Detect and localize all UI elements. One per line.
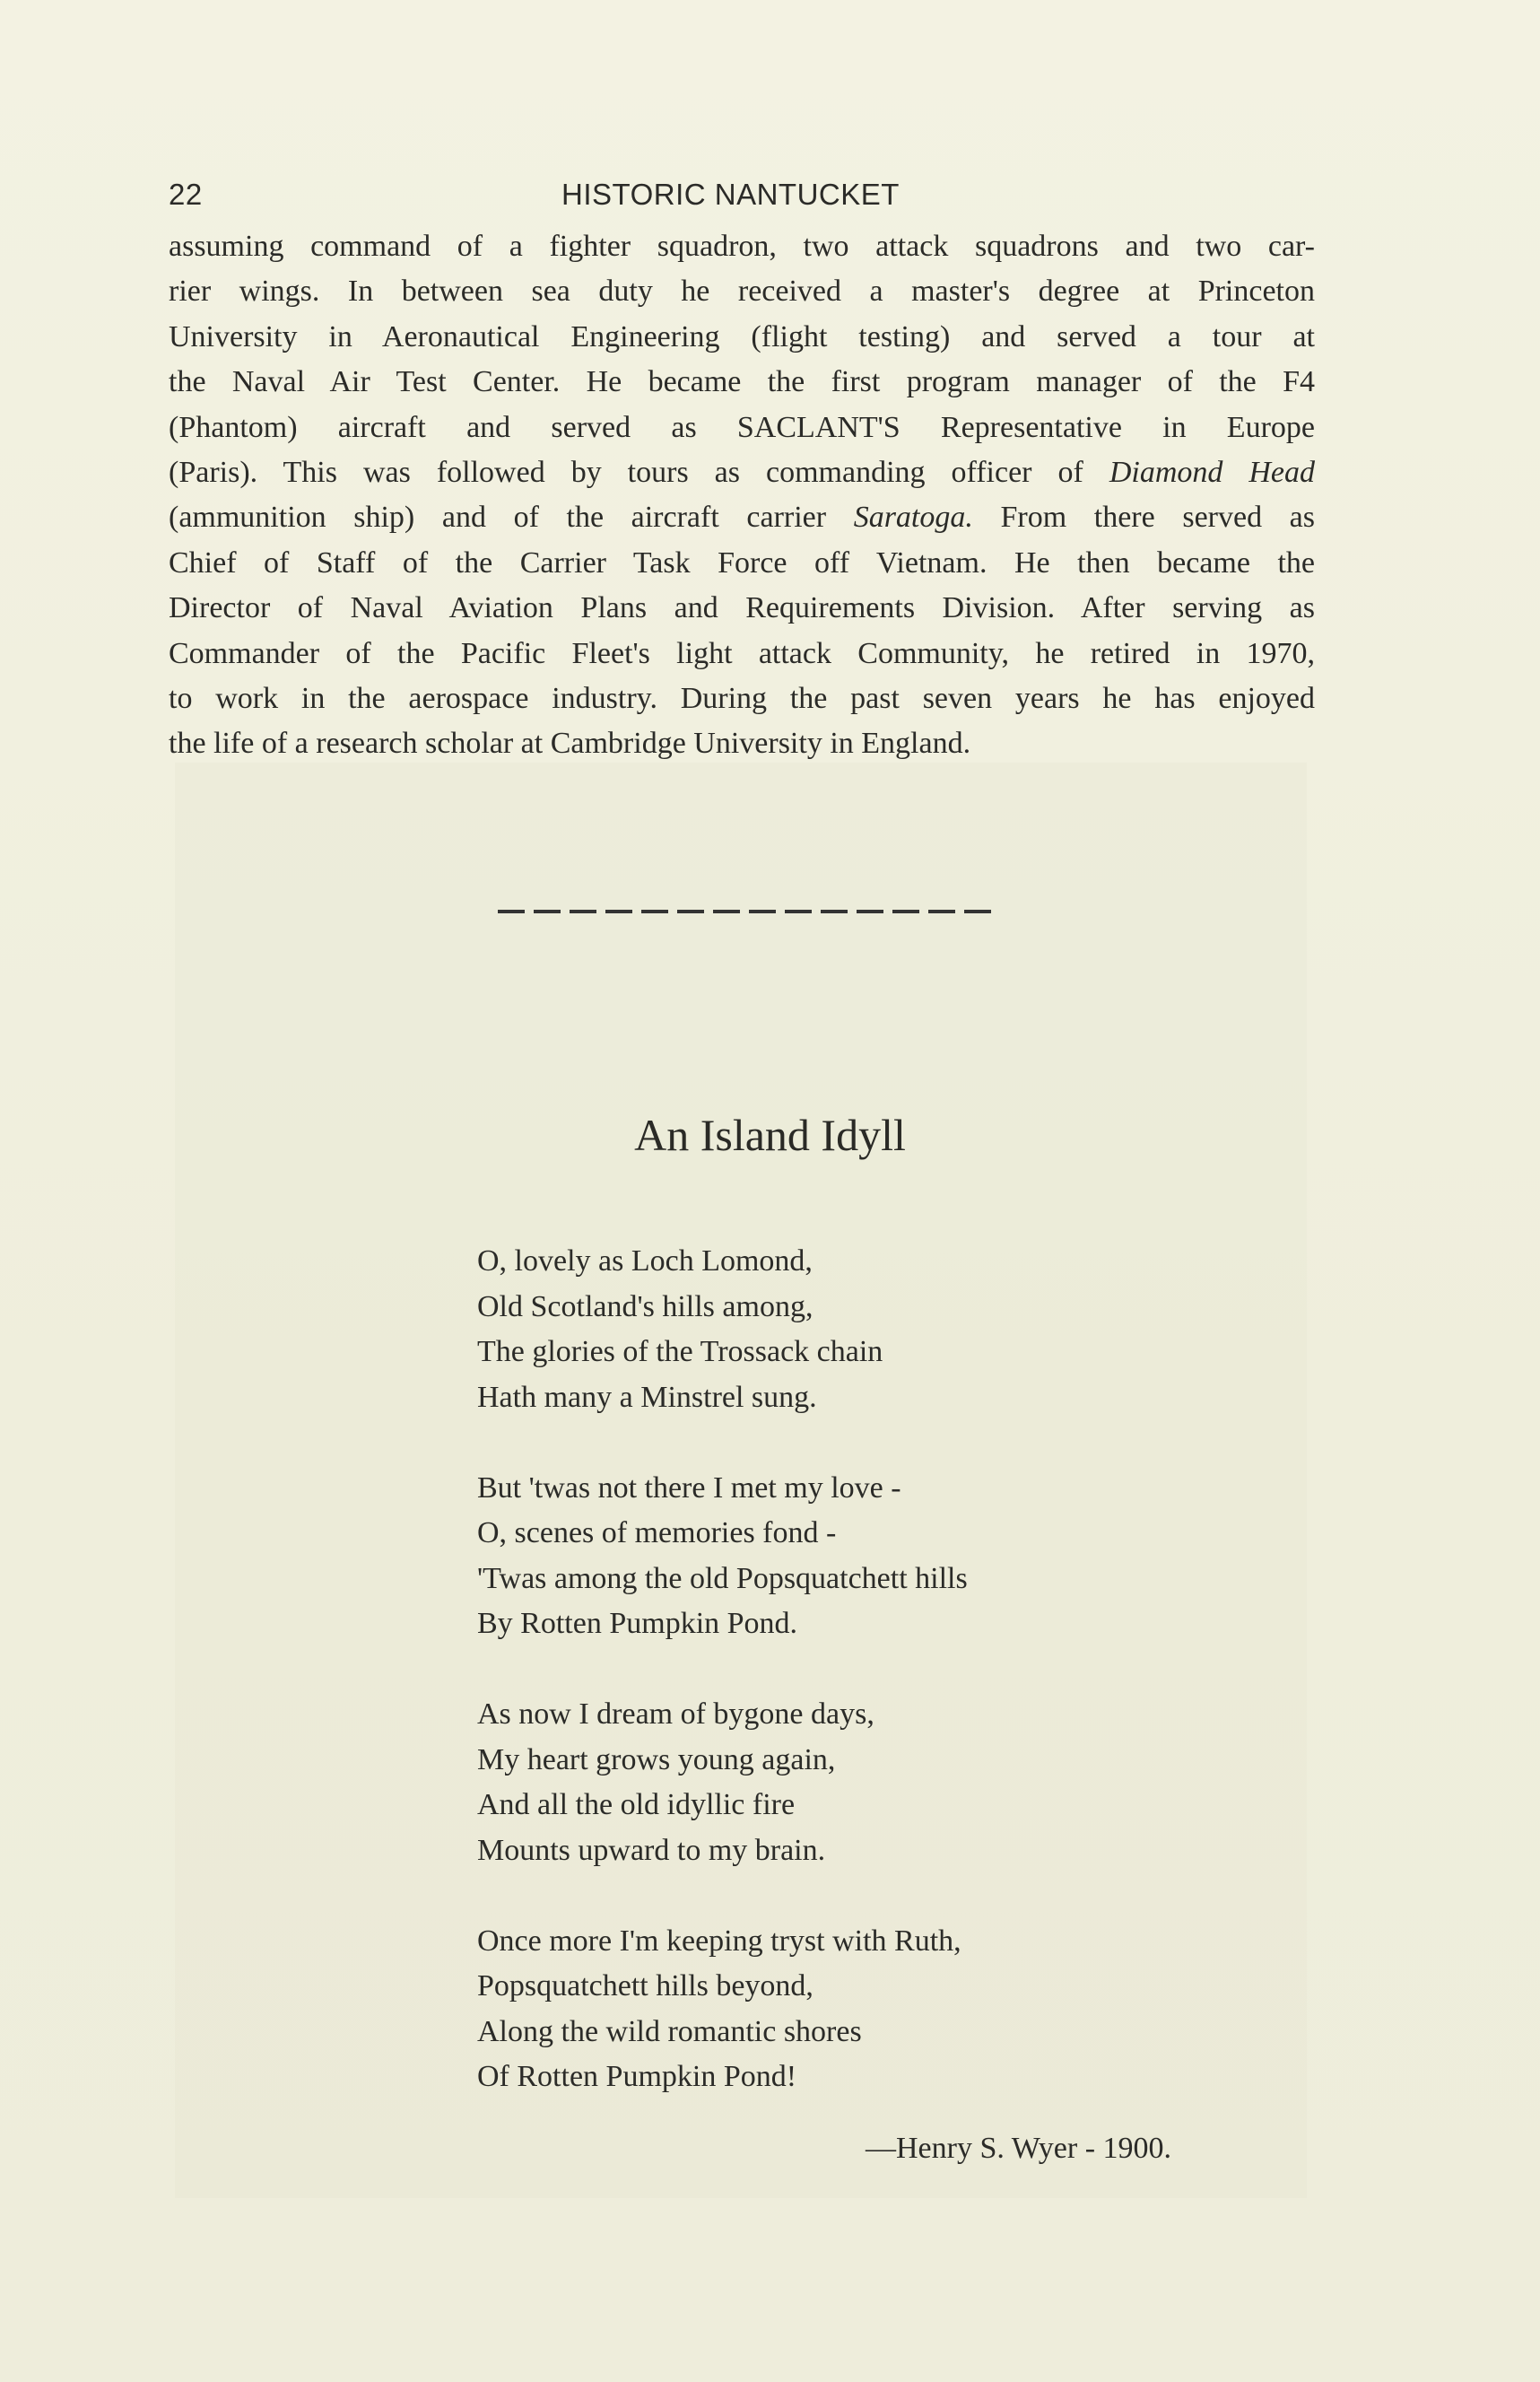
poem [477, 1239, 1195, 2145]
prose-line: Commander of the Pacific Fleet's light attack Community, he retired in 1970, [169, 636, 1315, 670]
poem-line: Of Rotten Pumpkin Pond! [477, 2060, 797, 2093]
prose-line: the Naval Air Test Center. He became the first program manager of the F4 [169, 365, 1315, 399]
prose-line: Chief of Staff of the Carrier Task Force off Vietnam. He then became the [169, 545, 1315, 580]
poem-line: Mounts upward to my brain. [477, 1833, 826, 1867]
prose-text: From there served as [1000, 501, 1315, 535]
prose-line: to work in the aerospace industry. During the past seven years he has enjoyed [169, 681, 1315, 715]
poem-title: An Island Idyll [634, 1110, 906, 1160]
running-head [169, 178, 1335, 219]
poem-attribution: —Henry S. Wyer - 1900. [866, 2132, 1172, 2165]
poem-stanza [477, 1239, 1195, 1420]
prose-line: Director of Naval Aviation Plans and Requirements Division. After serving as [169, 591, 1315, 625]
poem-stanza [477, 1466, 1195, 1647]
poem-line: My heart grows young again, [477, 1742, 836, 1776]
section-divider [498, 910, 993, 913]
poem-line: By Rotten Pumpkin Pond. [477, 1607, 798, 1640]
prose-line: assuming command of a fighter squadron, two attack squadrons and two car- [169, 230, 1315, 263]
prose-text: (ammunition ship) and of the aircraft carrier [169, 501, 827, 535]
poem-line: As now I dream of bygone days, [477, 1697, 874, 1731]
prose-line: rier wings. In between sea duty he received a master's degree at Princeton [169, 275, 1315, 309]
prose-line: University in Aeronautical Engineering (flight testing) and served a tour at [169, 319, 1315, 353]
poem-line: Hath many a Minstrel sung. [477, 1380, 817, 1414]
ship-name-saratoga: Saratoga. [853, 501, 973, 535]
poem-stanza [477, 1919, 1195, 2100]
prose-line [169, 495, 1315, 540]
biography-paragraph [169, 224, 1315, 767]
prose-line [169, 450, 1315, 495]
poem-line: Popsquatchett hills beyond, [477, 1969, 814, 2002]
prose-text: (Paris). This was followed by tours as commanding officer of [169, 455, 1083, 489]
prose-line: (Phantom) aircraft and served as SACLANT'S Representative in Europe [169, 410, 1315, 444]
poem-line: Along the wild romantic shores [477, 2014, 862, 2048]
poem-line: But 'twas not there I met my love - [477, 1470, 901, 1505]
prose-line: the life of a research scholar at Cambridge University in England. [169, 727, 971, 761]
journal-title: HISTORIC NANTUCKET [561, 178, 900, 211]
poem-line: O, lovely as Loch Lomond, [477, 1244, 813, 1278]
poem-line: And all the old idyllic fire [477, 1788, 796, 1821]
poem-line: 'Twas among the old Popsquatchett hills [477, 1561, 968, 1595]
poem-stanza [477, 1692, 1195, 1873]
page-number: 22 [169, 178, 203, 211]
ship-name-diamond-head: Diamond Head [1109, 455, 1316, 489]
poem-line: Once more I'm keeping tryst with Ruth, [477, 1924, 961, 1958]
poem-line: The glories of the Trossack chain [477, 1335, 883, 1368]
poem-line: Old Scotland's hills among, [477, 1289, 814, 1323]
poem-line: O, scenes of memories fond - [477, 1516, 837, 1549]
